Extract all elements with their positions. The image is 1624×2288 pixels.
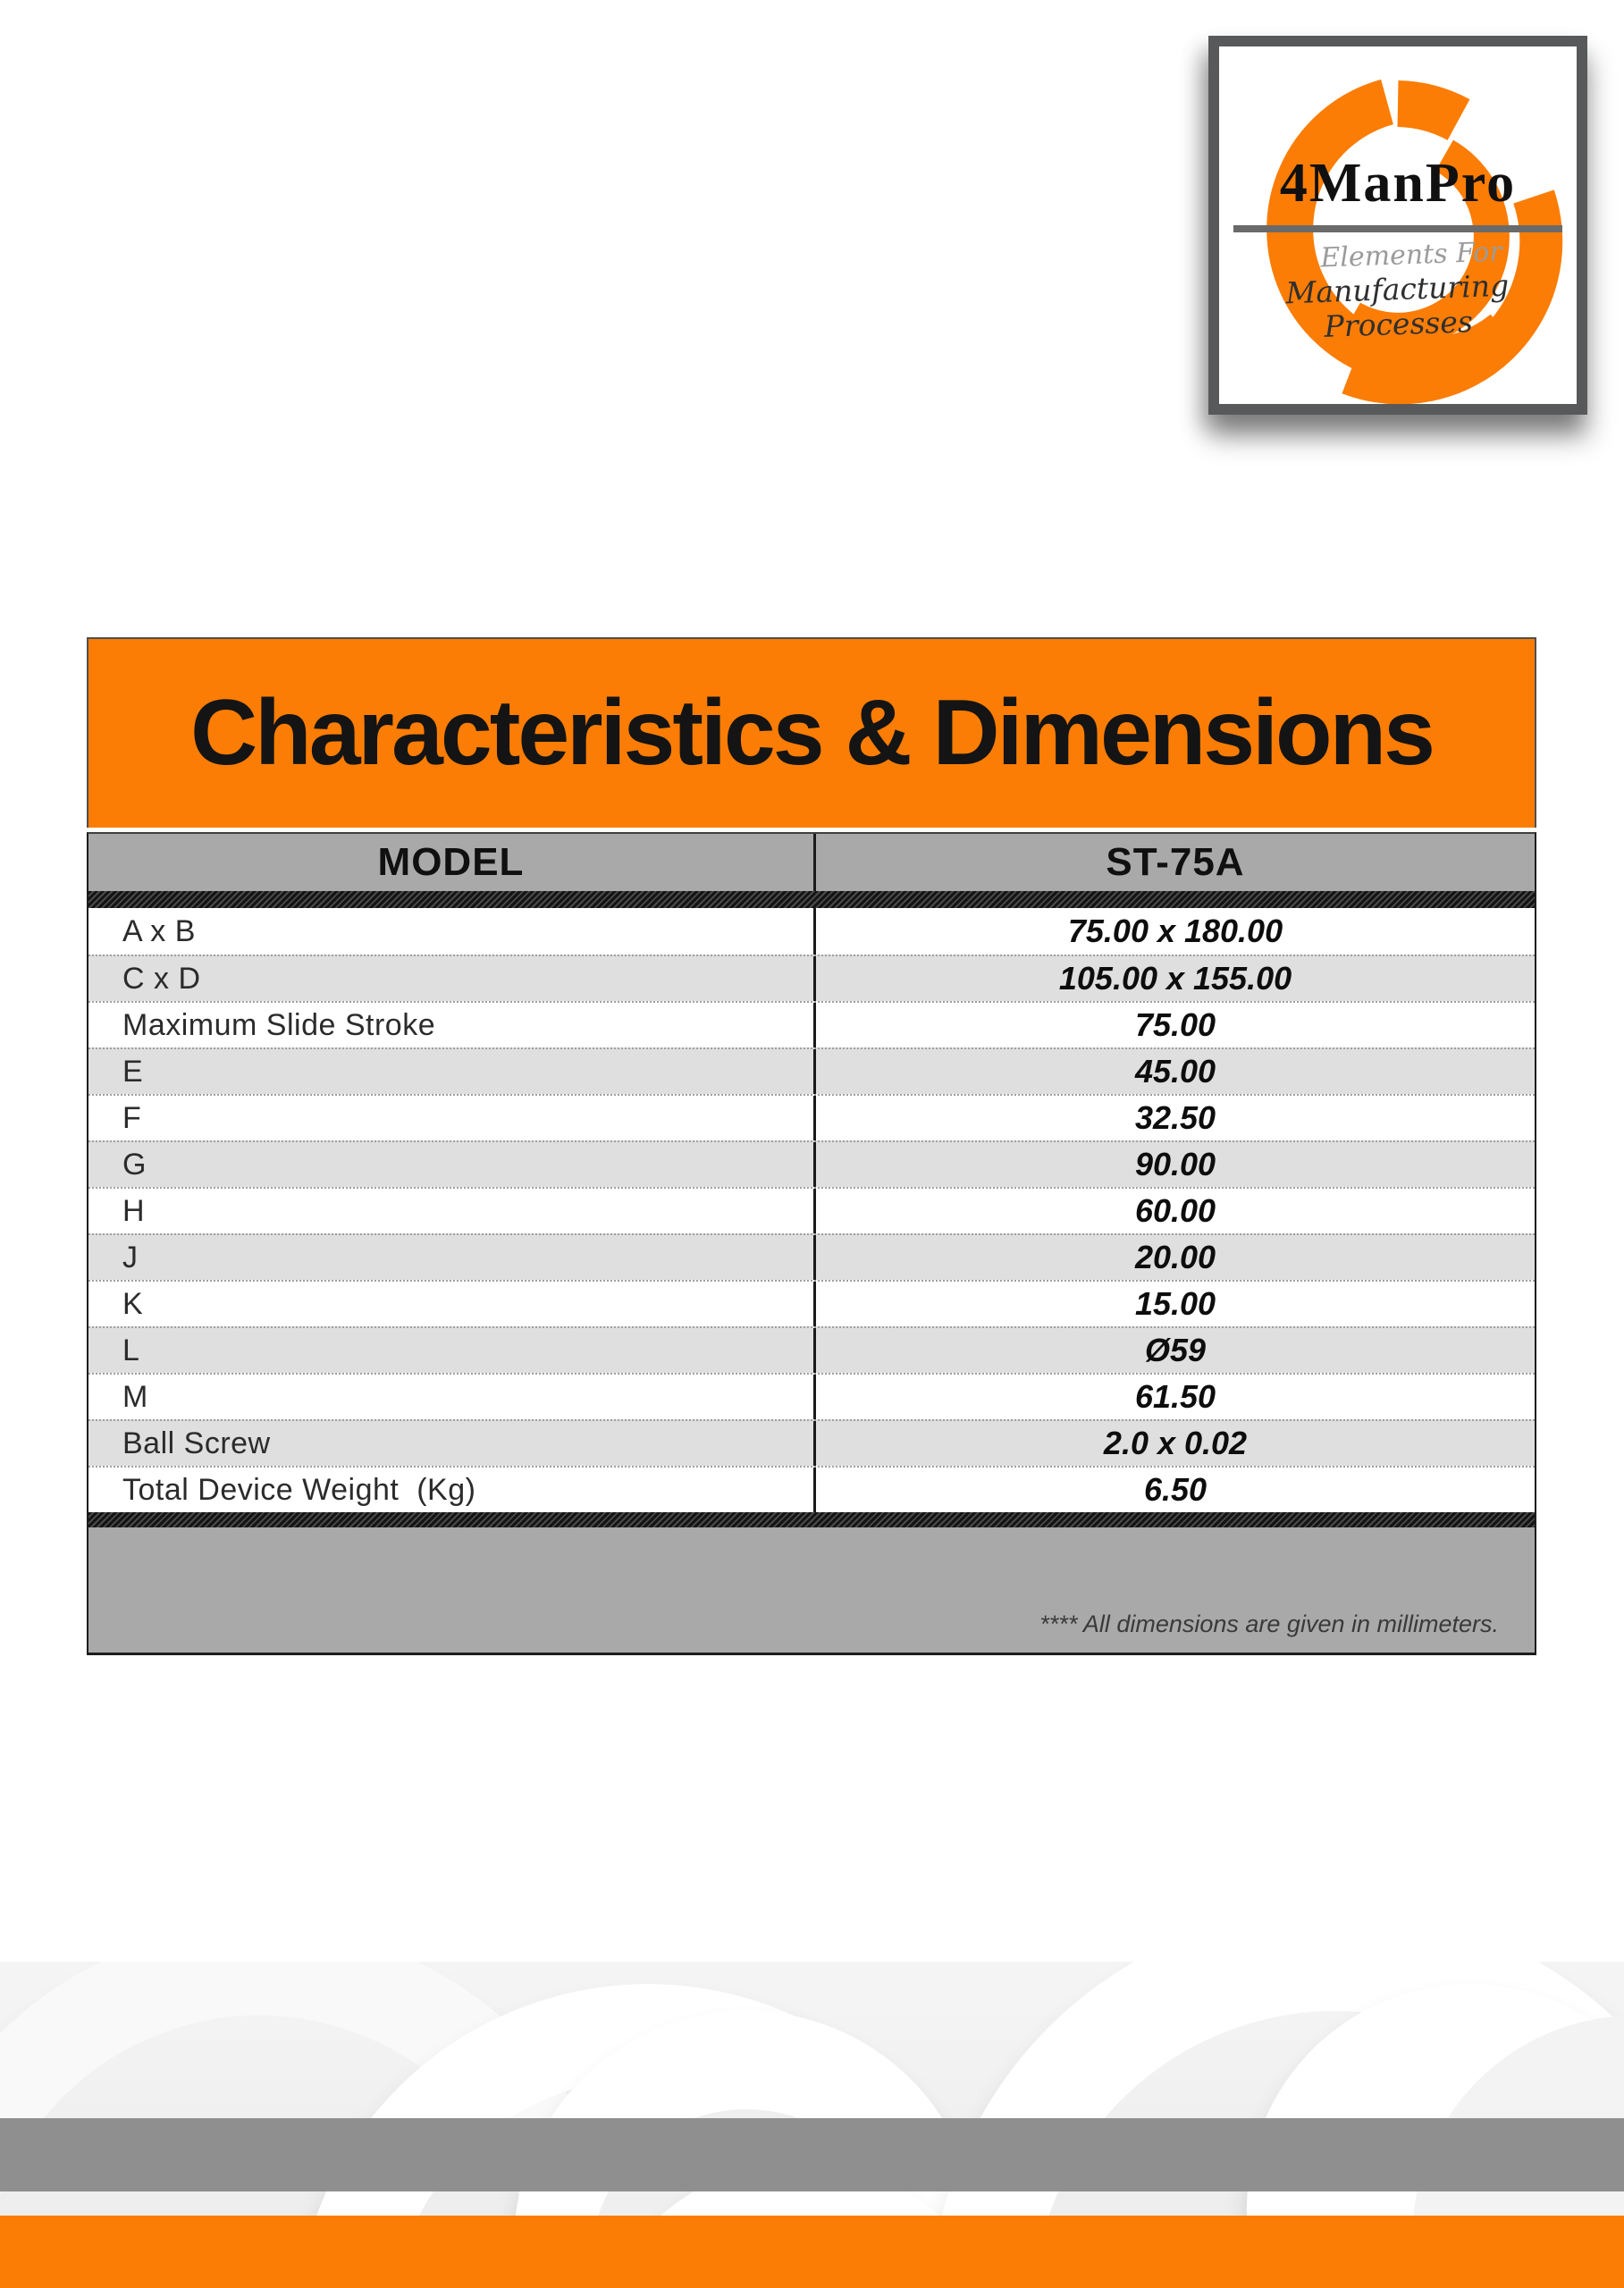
row-label: L <box>122 1333 140 1367</box>
row-value: 2.0 x 0.02 <box>813 1421 1535 1466</box>
row-value: 75.00 <box>813 1003 1535 1047</box>
row-value: Ø59 <box>813 1328 1535 1373</box>
row-label: H <box>122 1193 146 1228</box>
brand-logo <box>1208 36 1587 415</box>
row-value: 32.50 <box>813 1096 1535 1140</box>
table-row <box>88 908 1535 955</box>
hatched-divider-top <box>88 891 1535 908</box>
table-row <box>88 1094 1535 1140</box>
table-row <box>88 1001 1535 1047</box>
row-label: G <box>122 1147 147 1182</box>
row-label: Ball Screw <box>122 1426 271 1460</box>
bottom-orange-bar <box>0 2216 1624 2288</box>
row-label: A x B <box>122 913 196 948</box>
table-row <box>88 1326 1535 1373</box>
table-row <box>88 1280 1535 1326</box>
row-value: 105.00 x 155.00 <box>813 956 1535 1001</box>
table-row <box>88 1466 1535 1512</box>
row-label: J <box>122 1240 139 1274</box>
row-label: C x D <box>122 961 201 996</box>
row-label: Maximum Slide Stroke <box>122 1007 436 1042</box>
table-title-band <box>87 637 1536 828</box>
row-label: E <box>122 1054 144 1089</box>
row-value: 90.00 <box>813 1142 1535 1187</box>
row-label: M <box>122 1379 148 1414</box>
table-title: Characteristics & Dimensions <box>190 681 1433 785</box>
row-value: 61.50 <box>813 1375 1535 1419</box>
row-value: 6.50 <box>813 1468 1535 1512</box>
row-label: K <box>122 1286 144 1321</box>
brand-name: 4ManPro <box>1279 153 1517 214</box>
model-value-cell: ST-75A <box>813 834 1535 891</box>
row-value: 45.00 <box>813 1049 1535 1094</box>
dimensions-footnote: **** All dimensions are given in millimeters. <box>1039 1611 1499 1637</box>
bottom-gray-bar <box>0 2118 1624 2191</box>
brand-tagline-line2: Manufacturing Processes <box>1284 267 1510 344</box>
table-row <box>88 1419 1535 1466</box>
spec-table <box>87 832 1536 1655</box>
table-row <box>88 1233 1535 1280</box>
table-row <box>88 1187 1535 1233</box>
table-footer <box>88 1527 1535 1653</box>
hatched-divider-bottom <box>88 1512 1535 1527</box>
table-body <box>88 908 1535 1512</box>
row-label: F <box>122 1100 142 1135</box>
row-value: 75.00 x 180.00 <box>813 908 1535 955</box>
table-row <box>88 1373 1535 1419</box>
brand-logo-inner <box>1219 46 1577 404</box>
row-value: 60.00 <box>813 1189 1535 1233</box>
characteristics-sheet <box>87 637 1536 1655</box>
table-row <box>88 955 1535 1001</box>
model-header-cell: MODEL <box>377 840 525 884</box>
brand-tagline-line1: Elements For <box>1319 236 1503 274</box>
table-header-row <box>88 834 1535 891</box>
row-value: 20.00 <box>813 1235 1535 1280</box>
table-row <box>88 1140 1535 1187</box>
table-row <box>88 1047 1535 1094</box>
brand-divider <box>1233 225 1562 232</box>
row-label: Total Device Weight (Kg) <box>122 1472 476 1507</box>
row-value: 15.00 <box>813 1282 1535 1326</box>
